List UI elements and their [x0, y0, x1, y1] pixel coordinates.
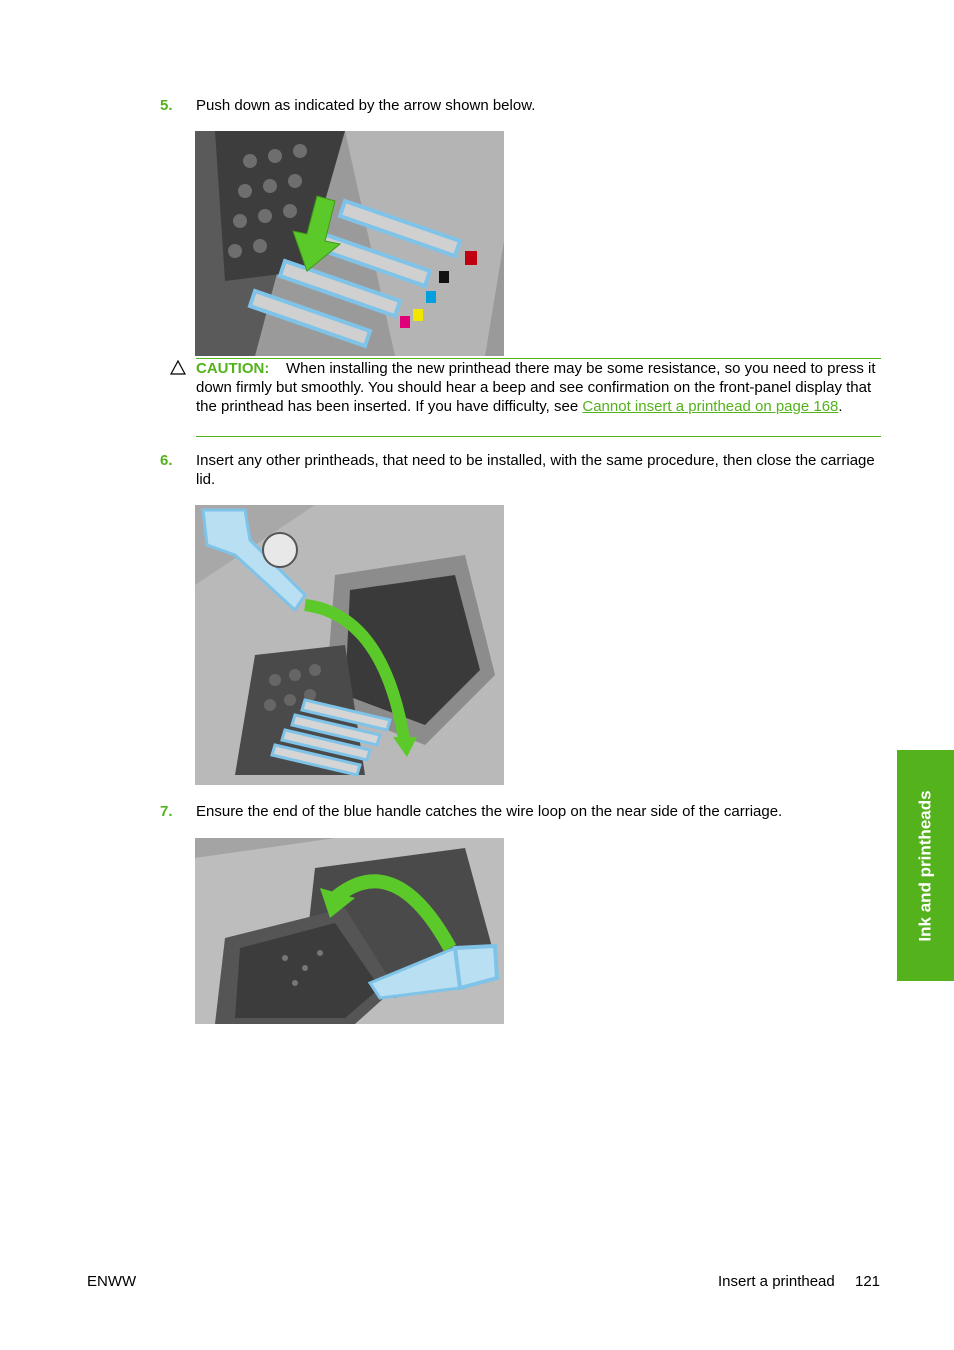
caution-triangle-icon: [170, 360, 186, 379]
footer-section-title: Insert a printhead: [718, 1273, 835, 1290]
footer-page-number: 121: [855, 1273, 881, 1290]
step-7-number: 7.: [160, 803, 173, 820]
step-5-text: Push down as indicated by the arrow shown below.: [196, 97, 536, 114]
step-6-number: 6.: [160, 452, 173, 469]
cannot-insert-printhead-link[interactable]: Cannot insert a printhead on page 168: [582, 398, 839, 415]
chapter-side-tab: [897, 750, 954, 981]
caution-text-end: .: [838, 398, 843, 415]
caution-label: CAUTION:: [196, 360, 270, 377]
caution-text-block: [196, 359, 884, 416]
close-carriage-lid-illustration: [195, 505, 504, 785]
step-6-text: Insert any other printheads, that need to be installed, with the same procedure, then close the carriage lid.: [196, 452, 875, 488]
chapter-side-tab-label: Ink and printheads: [915, 789, 935, 942]
footer-left-label: ENWW: [87, 1273, 137, 1290]
printhead-push-down-illustration: [195, 131, 504, 356]
step-7-text: Ensure the end of the blue handle catches the wire loop on the near side of the carriage.: [196, 803, 783, 820]
caution-text: When installing the new printhead there may be some resistance, so you need to press it down firmly but smoothly. You should hear a beep and see confirmation on the front-panel display that the printhead has been inserted. If you have difficulty, see: [196, 360, 876, 415]
caution-bottom-rule: [196, 436, 881, 437]
blue-handle-wire-loop-illustration: [195, 838, 504, 1024]
step-5-number: 5.: [160, 97, 173, 114]
